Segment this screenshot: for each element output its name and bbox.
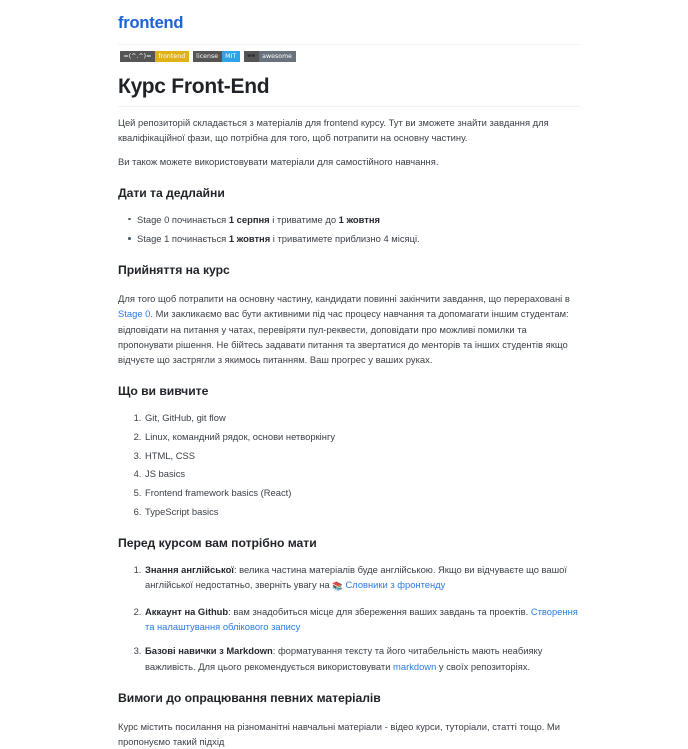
license-badge[interactable] bbox=[193, 51, 240, 62]
date-item-0-prefix: Stage 0 починається bbox=[137, 213, 229, 225]
prereq-0-bold: Знання англійської bbox=[145, 563, 234, 575]
acceptance-text-before: Для того щоб потрапити на основну частину, кандидати повинні закінчити завдання, що перераховані в bbox=[118, 293, 570, 305]
site-logo-link[interactable]: frontend bbox=[118, 14, 184, 32]
readme-content bbox=[118, 0, 580, 749]
list-item: 6. TypeScript basics bbox=[144, 504, 580, 519]
intro-paragraph-1: Цей репозиторій складається з матеріалів для frontend курсу. Тут ви зможете знайти завдання для кваліфікаційної фази, що потрібна для того, щоб потрапити на основну частину. bbox=[118, 117, 549, 144]
frontend-badge-left-label: =(^.^)= bbox=[120, 51, 155, 62]
section-heading-prereq: Перед курсом вам потрібно мати bbox=[118, 536, 317, 551]
list-item bbox=[137, 212, 580, 227]
list-item bbox=[137, 231, 580, 246]
prereq-2-tail: у своїх репозиторіях. bbox=[436, 660, 531, 672]
date-item-0-bold-1: 1 серпня bbox=[228, 213, 270, 225]
github-account-setup-link[interactable]: Створення та налаштування облікового запису bbox=[145, 605, 578, 633]
list-item bbox=[144, 643, 580, 673]
license-badge-right-label: MIT bbox=[222, 51, 240, 62]
requirements-paragraph: Курс містить посилання на різноманітні навчальні матеріали - відео курси, туторіали, статті тощо. Ми пропонуємо такий підхід bbox=[118, 720, 561, 747]
list-item: 3. HTML, CSS bbox=[144, 448, 580, 463]
acceptance-text-after: . Ми закликаємо вас бути активними під час процесу навчання та допомагати іншим студентам: відповідати на питання у чатах, перевіряти пул-реквести, доповідати про можливі помилки та пропонувати рішення. Не бійтесь задавати питання та звертатися до менторів та інших студентів якщо відчуєте що застрягли з якимось питанням. Ваш прогрес у ваших руках. bbox=[118, 308, 569, 366]
prereq-0-text: : велика частина матеріалів буде англійською. Якщо ви відчуваєте що вашої англійської недостатньо, зверніть увагу на bbox=[145, 563, 567, 591]
markdown-link[interactable]: markdown bbox=[393, 660, 437, 672]
prereq-2-text: : форматування тексту та його читабельність мають неабияку важливість. Для цього рекомендується використовувати bbox=[145, 645, 543, 672]
books-icon: 📚 bbox=[332, 582, 343, 593]
frontend-badge-right-label: frontend bbox=[155, 51, 189, 62]
dates-list bbox=[118, 212, 580, 246]
list-item: 4. JS basics bbox=[144, 466, 580, 481]
page-title: Курс Front-End bbox=[118, 74, 580, 107]
sunglasses-icon: 🕶 bbox=[244, 51, 259, 62]
acceptance-paragraph bbox=[118, 291, 580, 367]
date-item-0-bold-2: 1 жовтня bbox=[338, 213, 380, 225]
section-heading-learn: Що ви вивчите bbox=[118, 384, 209, 399]
list-item bbox=[144, 562, 580, 595]
learn-list bbox=[118, 410, 580, 519]
section-heading-requirements: Вимоги до опрацювання певних матеріалів bbox=[118, 690, 381, 705]
date-item-0-middle: і триватиме до bbox=[269, 213, 339, 225]
stage-0-link[interactable]: Stage 0 bbox=[118, 308, 151, 320]
frontend-badge[interactable] bbox=[120, 51, 189, 62]
badge-row bbox=[120, 51, 580, 62]
prereq-list bbox=[118, 562, 580, 674]
section-heading-dates: Дати та дедлайни bbox=[118, 185, 225, 200]
list-item: 1. Git, GitHub, git flow bbox=[144, 410, 580, 425]
list-item: 2. Linux, командний рядок, основи нетворкінгу bbox=[144, 429, 580, 444]
list-item bbox=[144, 604, 580, 634]
prereq-1-bold: Аккаунт на Github bbox=[145, 605, 229, 617]
awesome-badge[interactable] bbox=[244, 51, 296, 62]
awesome-badge-right-label: awesome bbox=[259, 51, 296, 62]
header-divider bbox=[118, 44, 580, 45]
date-item-1-bold-1: 1 жовтня bbox=[228, 233, 271, 245]
intro-paragraph-2: Ви також можете використовувати матеріали для самостійного навчання. bbox=[118, 155, 439, 167]
date-item-1-middle: і триватимете приблизно 4 місяці. bbox=[270, 233, 420, 245]
prereq-1-text: : вам знадобиться місце для збереження ваших завдань та проектів. bbox=[228, 605, 531, 617]
date-item-1-prefix: Stage 1 починається bbox=[137, 233, 229, 245]
list-item: 5. Frontend framework basics (React) bbox=[144, 485, 580, 500]
prereq-2-bold: Базові навички з Markdown bbox=[145, 645, 273, 657]
dictionaries-link[interactable]: Словники з фронтенду bbox=[345, 579, 446, 591]
site-header bbox=[118, 0, 580, 40]
license-badge-left-label: license bbox=[193, 51, 222, 62]
section-heading-acceptance: Прийняття на курс bbox=[118, 263, 230, 278]
